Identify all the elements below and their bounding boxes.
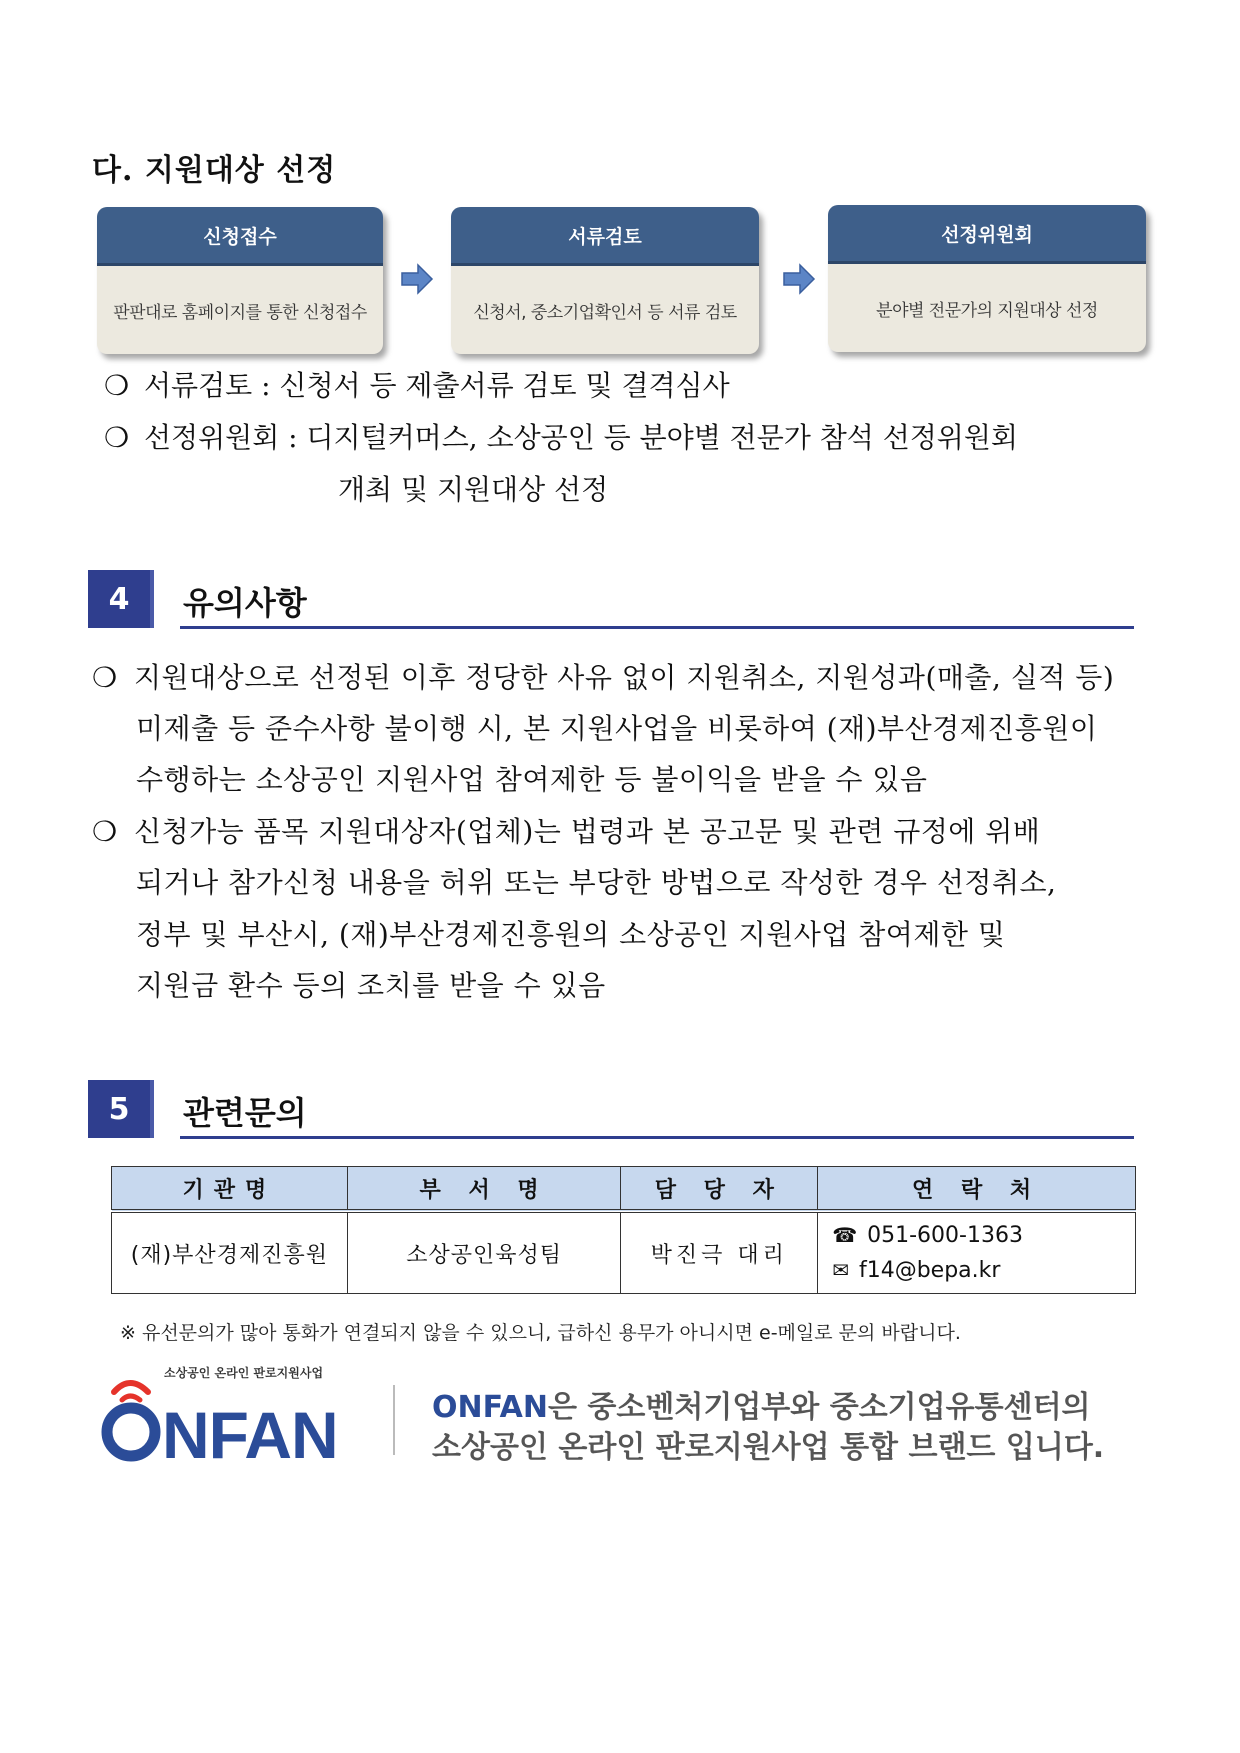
phone-icon: ☎: [832, 1223, 858, 1247]
process-step-title: 신청접수: [97, 207, 383, 266]
bullet-text: 서류검토 : 신청서 등 제출서류 검토 및 결격심사: [144, 369, 730, 402]
cell-contact: [818, 1211, 1136, 1294]
contact-table: [111, 1166, 1136, 1294]
header-dept: 부 서 명: [347, 1167, 621, 1212]
notice-text: 지원대상으로 선정된 이후 정당한 사유 없이 지원취소, 지원성과(매출, 실적 등): [134, 661, 1115, 694]
contact-phone: [832, 1218, 1135, 1253]
header-org: 기관명: [112, 1167, 348, 1212]
envelope-icon: ✉: [832, 1258, 849, 1282]
brand-description-line1: [432, 1382, 1091, 1426]
section-divider: [180, 626, 1134, 629]
arrow-right-icon: [782, 262, 816, 296]
process-step-title: 선정위원회: [828, 205, 1146, 264]
bullet-mark: ❍: [92, 661, 118, 694]
bullet-selection-committee-cont: 개최 및 지원대상 선정: [338, 473, 609, 506]
brand-divider: [393, 1385, 395, 1455]
process-step-apply: [97, 207, 383, 354]
arrow-right-icon: [400, 262, 434, 296]
section-divider: [180, 1136, 1134, 1139]
section-number-badge: 5: [88, 1080, 154, 1138]
notice-item-2-line4: 지원금 환수 등의 조치를 받을 수 있음: [136, 969, 606, 1002]
bullet-text: 선정위원회 : 디지털커머스, 소상공인 등 분야별 전문가 참석 선정위원회: [144, 421, 1018, 454]
sub-heading: 다. 지원대상 선정: [92, 153, 337, 188]
phone-number[interactable]: 051-600-1363: [867, 1223, 1023, 1248]
svg-text:NFAN: NFAN: [162, 1398, 338, 1462]
bullet-mark: ❍: [104, 421, 130, 454]
brand-description-line2: 소상공인 온라인 판로지원사업 통합 브랜드 입니다.: [432, 1430, 1105, 1465]
section-number-badge: 4: [88, 570, 154, 628]
header-contact: 연 락 처: [818, 1167, 1136, 1212]
process-step-desc: 분야별 전문가의 지원대상 선정: [876, 300, 1098, 321]
process-step-committee: [828, 205, 1146, 352]
section-title: 관련문의: [183, 1094, 307, 1132]
notice-item-2: [92, 810, 1040, 850]
bullet-document-review: [104, 364, 730, 404]
process-step-review: [451, 207, 759, 354]
notice-item-2-line2: 되거나 참가신청 내용을 허위 또는 부당한 방법으로 작성한 경우 선정취소,: [136, 866, 1057, 899]
onfan-tagline: 소상공인 온라인 판로지원사업: [164, 1366, 324, 1380]
process-step-desc: 판판대로 홈페이지를 통한 신청접수: [113, 302, 367, 323]
contact-email: [832, 1253, 1135, 1288]
notice-item-1-line2: 미제출 등 준수사항 불이행 시, 본 지원사업을 비롯하여 (재)부산경제진흥원이: [136, 712, 1098, 745]
bullet-mark: ❍: [92, 815, 118, 848]
cell-dept: 소상공인육성팀: [347, 1211, 621, 1294]
bullet-selection-committee: [104, 416, 1018, 456]
table-row: [112, 1211, 1136, 1294]
section-title: 유의사항: [183, 584, 307, 622]
notice-text: 신청가능 품목 지원대상자(업체)는 법령과 본 공고문 및 관련 규정에 위배: [134, 815, 1041, 848]
bullet-mark: ❍: [104, 369, 130, 402]
email-address[interactable]: f14@bepa.kr: [858, 1258, 1001, 1283]
notice-item-1: [92, 656, 1114, 696]
cell-person: 박진극 대리: [621, 1211, 818, 1294]
brand-desc-text: 은 중소벤처기업부와 중소기업유통센터의: [548, 1390, 1091, 1425]
header-person: 담 당 자: [621, 1167, 818, 1212]
onfan-logo: [96, 1362, 366, 1462]
inquiry-note: ※ 유선문의가 많아 통화가 연결되지 않을 수 있으니, 급하신 용무가 아니시면 e-메일로 문의 바랍니다.: [120, 1322, 961, 1344]
brand-name: ONFAN: [432, 1390, 548, 1425]
table-header-row: [112, 1167, 1136, 1212]
process-step-title: 서류검토: [451, 207, 759, 266]
notice-item-2-line3: 정부 및 부산시, (재)부산경제진흥원의 소상공인 지원사업 참여제한 및: [136, 918, 1006, 951]
process-step-desc: 신청서, 중소기업확인서 등 서류 검토: [473, 302, 737, 323]
cell-org: (재)부산경제진흥원: [112, 1211, 348, 1294]
notice-item-1-line3: 수행하는 소상공인 지원사업 참여제한 등 불이익을 받을 수 있음: [136, 763, 928, 796]
